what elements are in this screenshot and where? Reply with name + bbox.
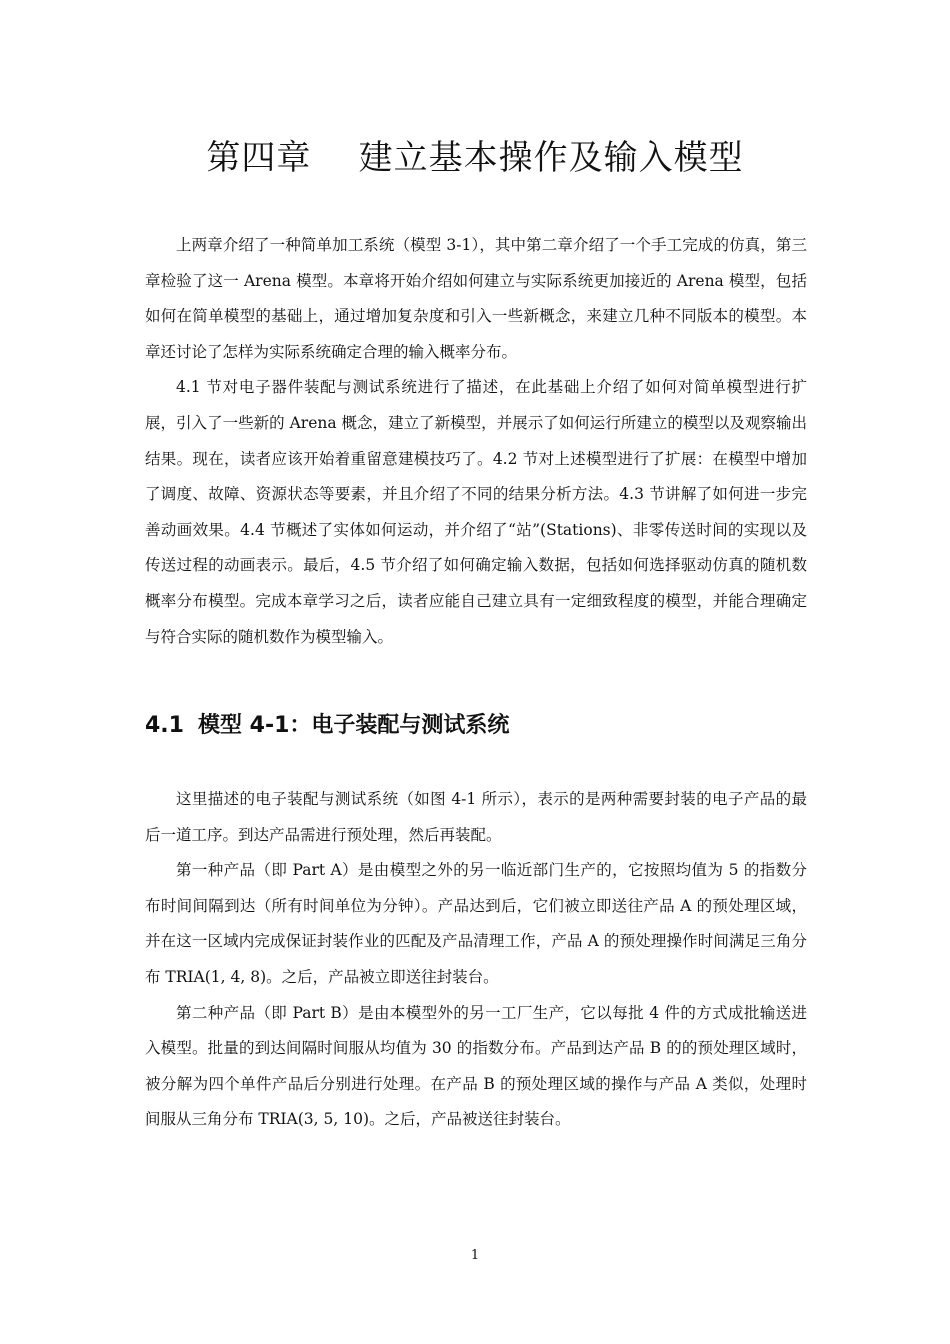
section-heading [145, 706, 509, 746]
intro-paragraph-2: 4.1 节对电子器件装配与测试系统进行了描述，在此基础上介绍了如何对简单模型进行扩展，引入了一些新的 Arena 概念，建立了新模型，并展示了如何运行所建立的模型以及观察输出结果。现在，读者应该开始着重留意建模技巧了。4.2 节对上述模型进行了扩展：在模型中增加了调度、故障、资源状态等要素，并且介绍了不同的结果分析方法。4.3 节讲解了如何进一步完善动画效果。4.4 节概述了实体如何运动，并介绍了“站”(Stations)、非零传送时间的实现以及传送过程的动画表示。最后，4.5 节介绍了如何确定输入数据，包括如何选择驱动仿真的随机数概率分布模型。完成本章学习之后，读者应能自己建立具有一定细致程度的模型，并能合理确定与符合实际的随机数作为模型输入。 [145, 378, 807, 646]
intro-section [145, 228, 807, 655]
intro-paragraph-1: 上两章介绍了一种简单加工系统（模型 3-1），其中第二章介绍了一个手工完成的仿真，第三章检验了这一 Arena 模型。本章将开始介绍如何建立与实际系统更加接近的 Arena 模型，包括如何在简单模型的基础上，通过增加复杂度和引入一些新概念，来建立几种不同版本的模型。本章还讨论了怎样为实际系统确定合理的输入概率分布。 [145, 236, 807, 361]
section-title: 模型 4-1：电子装配与测试系统 [197, 713, 510, 738]
section-paragraph-2: 第一种产品（即 Part A）是由模型之外的另一临近部门生产的，它按照均值为 5 的指数分布时间间隔到达（所有时间单位为分钟）。产品达到后，它们被立即送往产品 A 的预处理区域，并在这一区域内完成保证封装作业的匹配及产品清理工作，产品 A 的预处理操作时间满足三角分布 TRIA(1, 4, 8)。之后，产品被立即送往封装台。 [145, 861, 807, 986]
page-number: 1 [470, 1248, 480, 1263]
section-paragraph-1: 这里描述的电子装配与测试系统（如图 4-1 所示），表示的是两种需要封装的电子产品的最后一道工序。到达产品需进行预处理，然后再装配。 [145, 790, 807, 844]
section-number: 4.1 [145, 713, 184, 738]
section-body [145, 782, 807, 1138]
section-paragraph-3: 第二种产品（即 Part B）是由本模型外的另一工厂生产，它以每批 4 件的方式成批输送进入模型。批量的到达间隔时间服从均值为 30 的指数分布。产品到达产品 B 的的预处理区域时，被分解为四个单件产品后分别进行处理。在产品 B 的预处理区域的操作与产品 A 类似，处理时间服从三角分布 TRIA(3, 5, 10)。之后，产品被送往封装台。 [145, 1003, 807, 1129]
chapter-title: 第四章 建立基本操作及输入模型 [206, 138, 744, 178]
